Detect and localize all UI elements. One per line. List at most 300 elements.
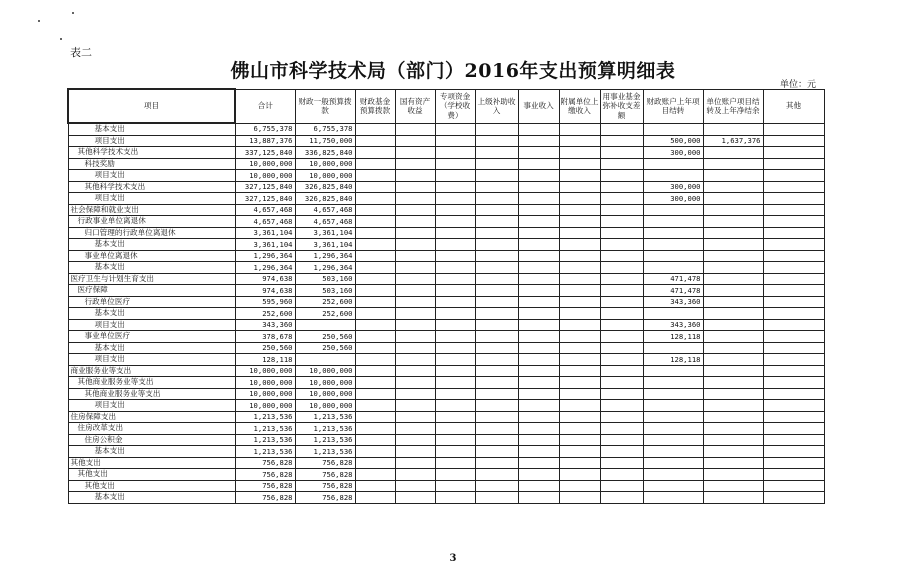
amount-cell [395,135,435,147]
amount-cell [559,147,600,159]
amount-cell [435,411,475,423]
amount-cell [475,147,518,159]
row-item-name: 其他商业服务业等支出 [68,388,235,400]
amount-cell: 756,828 [235,457,295,469]
amount-cell [518,354,559,366]
amount-cell [643,457,703,469]
amount-cell [643,365,703,377]
amount-cell [559,239,600,251]
budget-table [67,88,825,504]
amount-cell [703,250,763,262]
amount-cell [435,204,475,216]
amount-cell [355,239,395,251]
amount-cell [559,469,600,481]
amount-cell [643,469,703,481]
amount-cell [643,388,703,400]
amount-cell: 10,000,000 [235,365,295,377]
amount-cell [703,365,763,377]
amount-cell [435,135,475,147]
amount-cell [703,354,763,366]
amount-cell [518,239,559,251]
column-header: 国有资产收益 [395,89,435,123]
amount-cell [763,262,824,274]
amount-cell [559,123,600,135]
amount-cell: 1,296,364 [295,250,355,262]
amount-cell [600,480,643,492]
amount-cell [559,342,600,354]
amount-cell [355,411,395,423]
amount-cell [355,319,395,331]
amount-cell [600,411,643,423]
amount-cell [475,296,518,308]
amount-cell [559,480,600,492]
amount-cell [763,285,824,297]
amount-cell [703,285,763,297]
amount-cell [559,158,600,170]
amount-cell [559,377,600,389]
amount-cell [600,469,643,481]
amount-cell [355,342,395,354]
amount-cell [763,296,824,308]
amount-cell: 471,478 [643,285,703,297]
amount-cell [763,273,824,285]
amount-cell [703,377,763,389]
amount-cell: 300,000 [643,193,703,205]
amount-cell [518,285,559,297]
amount-cell [475,193,518,205]
amount-cell [559,135,600,147]
amount-cell [763,216,824,228]
amount-cell [518,123,559,135]
amount-cell [600,400,643,412]
amount-cell [395,469,435,481]
amount-cell [559,434,600,446]
amount-cell [600,273,643,285]
amount-cell: 3,361,104 [235,227,295,239]
amount-cell [559,411,600,423]
amount-cell [435,250,475,262]
amount-cell [435,342,475,354]
table-row [68,377,824,389]
amount-cell [763,446,824,458]
amount-cell [435,400,475,412]
amount-cell [395,227,435,239]
amount-cell [643,492,703,504]
table-row [68,469,824,481]
amount-cell [643,446,703,458]
amount-cell [559,193,600,205]
row-item-name: 住房保障支出 [68,411,235,423]
amount-cell [395,400,435,412]
amount-cell [643,377,703,389]
amount-cell [518,193,559,205]
amount-cell [600,434,643,446]
amount-cell: 503,160 [295,273,355,285]
amount-cell: 4,657,468 [235,216,295,228]
amount-cell [559,492,600,504]
amount-cell [763,365,824,377]
amount-cell [643,227,703,239]
amount-cell: 756,828 [235,469,295,481]
amount-cell [559,365,600,377]
row-item-name: 科技奖励 [68,158,235,170]
amount-cell: 378,678 [235,331,295,343]
amount-cell [355,170,395,182]
row-item-name: 项目支出 [68,193,235,205]
amount-cell: 1,213,536 [235,411,295,423]
amount-cell [435,331,475,343]
amount-cell [475,308,518,320]
amount-cell [355,285,395,297]
amount-cell [703,170,763,182]
amount-cell [475,250,518,262]
amount-cell [763,457,824,469]
amount-cell [475,216,518,228]
amount-cell [559,388,600,400]
amount-cell: 500,000 [643,135,703,147]
amount-cell [395,308,435,320]
row-item-name: 项目支出 [68,354,235,366]
table-header-row [68,89,824,123]
table-row [68,480,824,492]
amount-cell [518,296,559,308]
amount-cell: 128,118 [235,354,295,366]
amount-cell: 252,600 [295,308,355,320]
amount-cell [355,147,395,159]
amount-cell [475,388,518,400]
table-row [68,135,824,147]
row-item-name: 基本支出 [68,123,235,135]
unit-label: 单位：元 [780,80,817,90]
amount-cell: 1,213,536 [235,434,295,446]
amount-cell [600,181,643,193]
amount-cell: 756,828 [295,480,355,492]
amount-cell [703,227,763,239]
amount-cell [600,388,643,400]
amount-cell [703,158,763,170]
column-header: 附属单位上缴收入 [559,89,600,123]
amount-cell [435,457,475,469]
amount-cell [763,239,824,251]
amount-cell [475,434,518,446]
row-item-name: 行政事业单位离退休 [68,216,235,228]
row-item-name: 基本支出 [68,342,235,354]
amount-cell [559,204,600,216]
amount-cell [600,227,643,239]
row-item-name: 项目支出 [68,135,235,147]
amount-cell: 327,125,840 [235,181,295,193]
amount-cell [435,123,475,135]
amount-cell: 1,213,536 [235,446,295,458]
amount-cell [435,262,475,274]
table-row [68,250,824,262]
column-header: 专项资金（学校收费） [435,89,475,123]
amount-cell [395,480,435,492]
amount-cell: 1,213,536 [295,423,355,435]
table-row [68,227,824,239]
amount-cell [703,181,763,193]
row-item-name: 商业服务业等支出 [68,365,235,377]
amount-cell [518,262,559,274]
amount-cell [559,423,600,435]
amount-cell [395,147,435,159]
amount-cell [600,446,643,458]
amount-cell: 326,825,840 [295,193,355,205]
amount-cell [355,204,395,216]
amount-cell [475,480,518,492]
amount-cell [559,308,600,320]
amount-cell [435,285,475,297]
amount-cell [559,400,600,412]
table-row [68,170,824,182]
amount-cell [395,123,435,135]
amount-cell [703,423,763,435]
amount-cell [763,147,824,159]
amount-cell [475,354,518,366]
table-row [68,239,824,251]
column-header: 其他 [763,89,824,123]
amount-cell: 13,887,376 [235,135,295,147]
amount-cell [703,239,763,251]
amount-cell [518,457,559,469]
amount-cell: 10,000,000 [235,377,295,389]
amount-cell: 974,638 [235,285,295,297]
column-header: 财政基金预算拨款 [355,89,395,123]
row-item-name: 住房公积金 [68,434,235,446]
amount-cell [435,469,475,481]
amount-cell: 756,828 [295,492,355,504]
amount-cell [703,193,763,205]
amount-cell [703,388,763,400]
row-item-name: 行政单位医疗 [68,296,235,308]
table-row [68,216,824,228]
amount-cell: 756,828 [295,469,355,481]
amount-cell [763,469,824,481]
amount-cell [475,204,518,216]
amount-cell [600,319,643,331]
amount-cell [559,273,600,285]
amount-cell: 250,560 [235,342,295,354]
amount-cell [600,492,643,504]
amount-cell [435,147,475,159]
amount-cell: 10,000,000 [295,170,355,182]
amount-cell: 10,000,000 [235,170,295,182]
amount-cell [600,262,643,274]
amount-cell [355,377,395,389]
amount-cell [395,273,435,285]
amount-cell [703,147,763,159]
amount-cell: 300,000 [643,181,703,193]
table-row [68,123,824,135]
amount-cell: 4,657,468 [235,204,295,216]
table-row [68,434,824,446]
row-item-name: 其他科学技术支出 [68,181,235,193]
amount-cell [703,273,763,285]
amount-cell: 1,213,536 [295,434,355,446]
amount-cell [600,135,643,147]
amount-cell [395,158,435,170]
amount-cell [518,342,559,354]
column-header: 上级补助收入 [475,89,518,123]
amount-cell: 4,657,468 [295,216,355,228]
amount-cell [643,342,703,354]
amount-cell: 1,213,536 [235,423,295,435]
amount-cell [518,273,559,285]
amount-cell [518,377,559,389]
amount-cell [643,250,703,262]
amount-cell: 250,560 [295,331,355,343]
amount-cell [643,480,703,492]
amount-cell [355,273,395,285]
amount-cell [763,331,824,343]
amount-cell [355,331,395,343]
amount-cell: 252,600 [235,308,295,320]
amount-cell: 343,360 [643,319,703,331]
amount-cell [763,411,824,423]
amount-cell [559,250,600,262]
amount-cell [395,342,435,354]
amount-cell [475,377,518,389]
amount-cell [435,216,475,228]
amount-cell [703,296,763,308]
amount-cell [703,411,763,423]
amount-cell: 252,600 [295,296,355,308]
amount-cell: 343,360 [235,319,295,331]
column-header: 项目 [68,89,235,123]
amount-cell [395,388,435,400]
amount-cell [355,446,395,458]
scan-speck [72,12,74,14]
amount-cell [475,469,518,481]
amount-cell [355,135,395,147]
amount-cell [355,250,395,262]
amount-cell [435,365,475,377]
amount-cell [763,250,824,262]
amount-cell [600,193,643,205]
table-row [68,285,824,297]
column-header: 单位账户项目结转及上年净结余 [703,89,763,123]
amount-cell [435,296,475,308]
amount-cell [703,319,763,331]
amount-cell: 336,825,840 [295,147,355,159]
table-row [68,262,824,274]
amount-cell [559,457,600,469]
table-row [68,181,824,193]
scan-speck [60,38,62,40]
amount-cell [355,434,395,446]
page-label: 表二 [70,46,92,59]
amount-cell [559,296,600,308]
amount-cell [475,411,518,423]
amount-cell: 595,960 [235,296,295,308]
amount-cell [643,308,703,320]
amount-cell [395,331,435,343]
amount-cell: 10,000,000 [295,158,355,170]
amount-cell [763,308,824,320]
amount-cell: 756,828 [295,457,355,469]
amount-cell [295,319,355,331]
amount-cell [518,135,559,147]
amount-cell [355,492,395,504]
amount-cell [395,319,435,331]
row-item-name: 基本支出 [68,308,235,320]
amount-cell [703,492,763,504]
amount-cell [643,423,703,435]
amount-cell [600,423,643,435]
amount-cell [763,342,824,354]
amount-cell [395,296,435,308]
amount-cell [559,331,600,343]
table-row [68,331,824,343]
amount-cell: 1,637,376 [703,135,763,147]
amount-cell [763,400,824,412]
amount-cell [435,446,475,458]
amount-cell [643,262,703,274]
amount-cell [475,239,518,251]
row-item-name: 住房改革支出 [68,423,235,435]
amount-cell [475,319,518,331]
amount-cell [435,239,475,251]
amount-cell [763,170,824,182]
amount-cell [518,319,559,331]
amount-cell [395,239,435,251]
amount-cell [475,123,518,135]
row-item-name: 基本支出 [68,239,235,251]
amount-cell [395,204,435,216]
amount-cell [600,250,643,262]
amount-cell: 10,000,000 [295,388,355,400]
amount-cell [600,331,643,343]
amount-cell [475,262,518,274]
amount-cell [763,492,824,504]
amount-cell [435,319,475,331]
amount-cell [518,400,559,412]
amount-cell [600,123,643,135]
amount-cell [703,123,763,135]
amount-cell [643,400,703,412]
amount-cell: 128,118 [643,331,703,343]
amount-cell [475,457,518,469]
amount-cell: 326,825,840 [295,181,355,193]
amount-cell: 10,000,000 [295,377,355,389]
amount-cell [355,216,395,228]
amount-cell [600,158,643,170]
amount-cell [355,123,395,135]
amount-cell [355,296,395,308]
amount-cell [475,273,518,285]
amount-cell [600,457,643,469]
row-item-name: 事业单位医疗 [68,331,235,343]
amount-cell: 6,755,378 [235,123,295,135]
amount-cell [395,446,435,458]
amount-cell [763,423,824,435]
column-header: 合计 [235,89,295,123]
amount-cell [600,239,643,251]
amount-cell [703,457,763,469]
amount-cell [600,296,643,308]
amount-cell [703,342,763,354]
amount-cell [763,480,824,492]
amount-cell: 756,828 [235,480,295,492]
amount-cell [518,411,559,423]
amount-cell [395,354,435,366]
amount-cell [475,446,518,458]
page-title: 佛山市科学技术局（部门）2016年支出预算明细表 [230,60,676,82]
amount-cell [600,170,643,182]
amount-cell: 756,828 [235,492,295,504]
scan-speck [38,20,40,22]
amount-cell [435,388,475,400]
